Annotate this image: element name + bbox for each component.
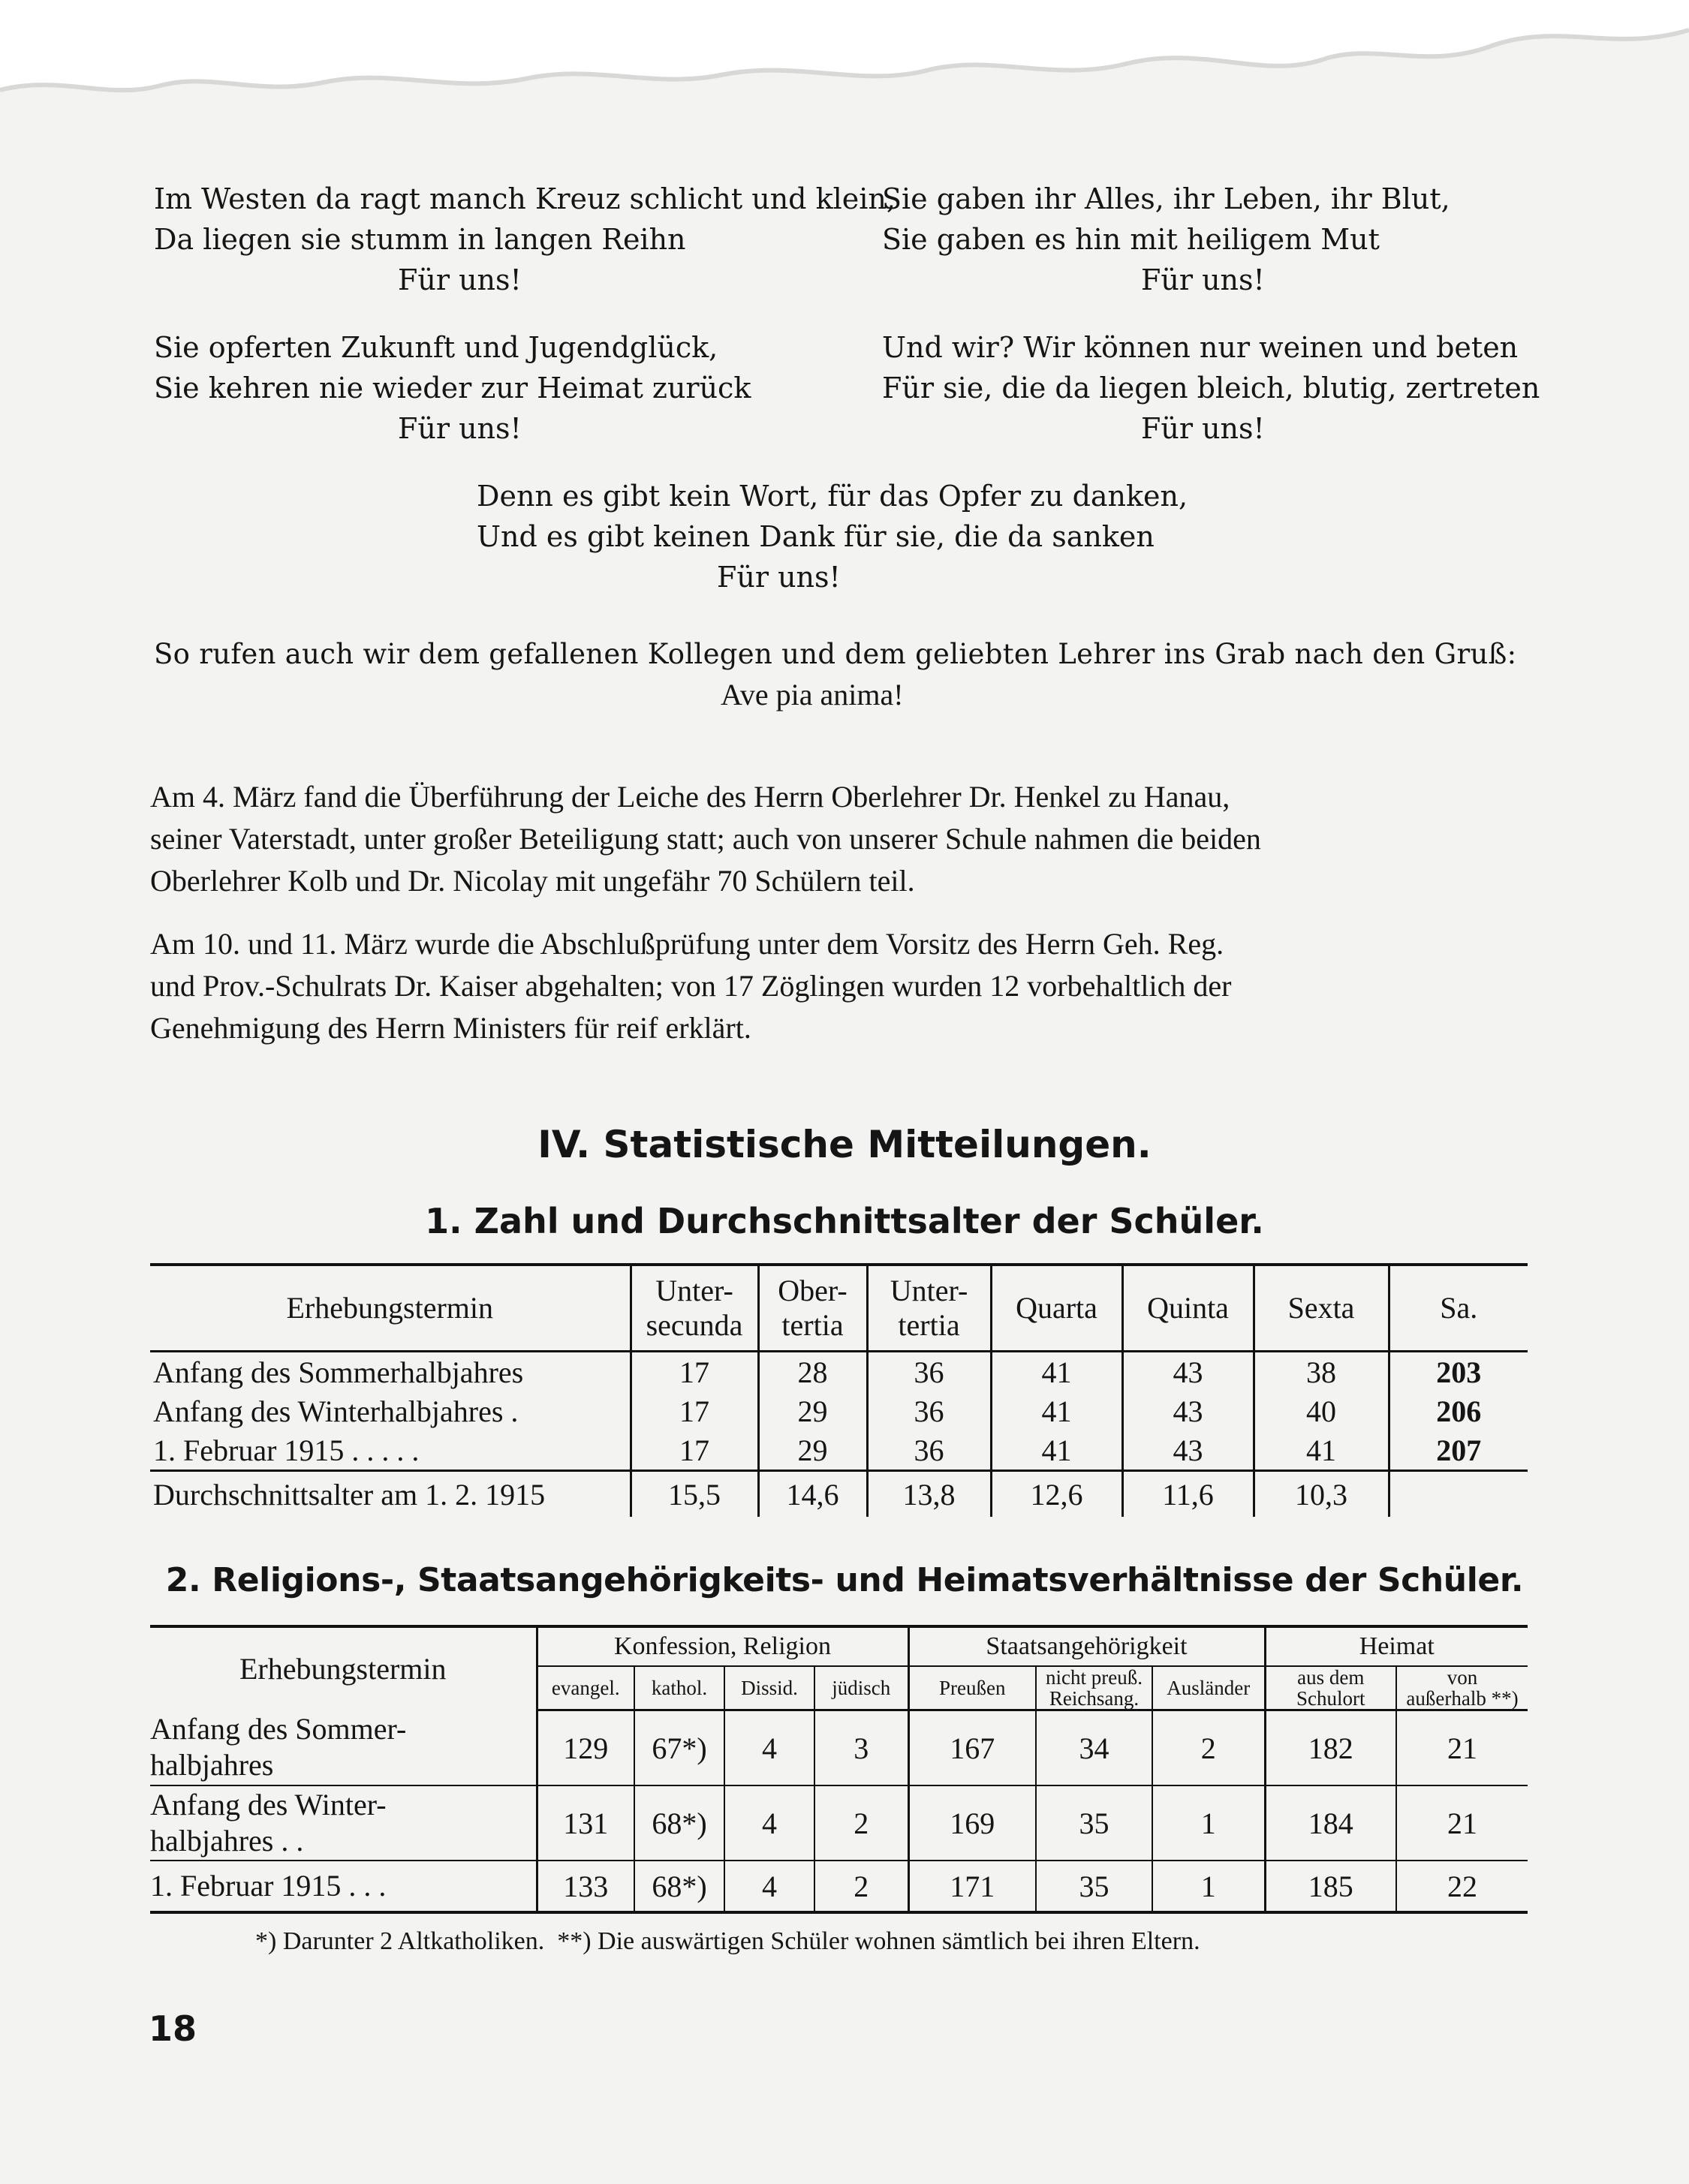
cell: 131 [537, 1785, 634, 1861]
poem-line: Sie opferten Zukunft und Jugendglück, [154, 331, 718, 364]
cell: 10,3 [1254, 1471, 1389, 1518]
subcol-header: Ausländer [1152, 1666, 1265, 1710]
row-label: Durchschnittsalter am 1. 2. 1915 [150, 1471, 631, 1518]
poem-line: Sie gaben es hin mit heiligem Mut [882, 223, 1380, 256]
paragraph-line: Am 4. März fand die Überführung der Leiche des Herrn Oberlehrer Dr. Henkel zu Hanau, [150, 780, 1230, 814]
col-header: Erhebungstermin [150, 1626, 537, 1710]
table-row [150, 1430, 1528, 1471]
poem-closing-latin: Ave pia anima! [721, 678, 904, 711]
cell: 2 [1152, 1710, 1265, 1786]
cell: 4 [724, 1861, 814, 1912]
subcol-header: aus dem Schulort [1265, 1666, 1396, 1710]
cell: 36 [867, 1352, 991, 1392]
cell: 38 [1254, 1352, 1389, 1392]
cell: 129 [537, 1710, 634, 1786]
cell [1389, 1471, 1528, 1518]
paragraph-line: Genehmigung des Herrn Ministers für reif erklärt. [150, 1011, 751, 1045]
subcol-header: von außerhalb **) [1396, 1666, 1528, 1710]
student-count-table [150, 1263, 1528, 1517]
col-header: Unter- secunda [631, 1265, 758, 1352]
cell: 35 [1036, 1785, 1152, 1861]
cell: 1 [1152, 1861, 1265, 1912]
poem-line: Und es gibt keinen Dank für sie, die da sanken [477, 520, 1155, 553]
cell: 34 [1036, 1710, 1152, 1786]
cell: 29 [758, 1430, 867, 1471]
subcol-header: kathol. [634, 1666, 724, 1710]
cell: 43 [1122, 1352, 1254, 1392]
poem-refrain: Für uns! [1141, 263, 1265, 296]
poem-left-stanza-2 [154, 327, 829, 449]
poem-line: Und wir? Wir können nur weinen und beten [882, 331, 1519, 364]
col-header: Erhebungstermin [150, 1265, 631, 1352]
col-header: Ober- tertia [758, 1265, 867, 1352]
poem-refrain: Für uns! [398, 412, 522, 445]
cell: 15,5 [631, 1471, 758, 1518]
poem-line: Denn es gibt kein Wort, für das Opfer zu danken, [477, 480, 1188, 513]
cell: 40 [1254, 1391, 1389, 1430]
paragraph-line: seiner Vaterstadt, unter großer Beteiligung statt; auch von unserer Schule nahmen die beiden [150, 822, 1261, 856]
table-row [150, 1391, 1528, 1430]
cell: 4 [724, 1710, 814, 1786]
cell: 17 [631, 1352, 758, 1392]
poem-line: Sie gaben ihr Alles, ihr Leben, ihr Blut, [882, 182, 1450, 215]
subcol-header: jüdisch [814, 1666, 908, 1710]
cell: 1 [1152, 1785, 1265, 1861]
poem-refrain: Für uns! [1141, 412, 1265, 445]
col-header: Sa. [1389, 1265, 1528, 1352]
torn-edge-decoration [0, 0, 1689, 113]
group-header: Konfession, Religion [537, 1626, 908, 1666]
cell: 206 [1389, 1391, 1528, 1430]
row-label: 1. Februar 1915 . . . [150, 1861, 537, 1912]
poem-right-stanza-1 [882, 179, 1558, 300]
poem-refrain: Für uns! [398, 263, 522, 296]
cell: 41 [1254, 1430, 1389, 1471]
poem-closing [154, 634, 1535, 715]
cell: 36 [867, 1430, 991, 1471]
cell: 43 [1122, 1430, 1254, 1471]
cell: 28 [758, 1352, 867, 1392]
group-header: Staatsangehörigkeit [908, 1626, 1265, 1666]
table-row [150, 1785, 1528, 1861]
row-label: Anfang des Winterhalbjahres . [153, 1394, 519, 1428]
cell: 17 [631, 1430, 758, 1471]
col-header: Unter- tertia [867, 1265, 991, 1352]
row-label: Anfang des Sommer- halbjahres [150, 1710, 537, 1786]
cell: 36 [867, 1391, 991, 1430]
cell: 43 [1122, 1391, 1254, 1430]
paragraph-transfer [150, 776, 1528, 902]
table2-title: 2. Religions-, Staatsangehörigkeits- und Heimatsverhältnisse der Schüler. [165, 1561, 1524, 1599]
cell: 41 [991, 1391, 1122, 1430]
table-row [150, 1861, 1528, 1912]
cell: 68*) [634, 1861, 724, 1912]
subcol-header: Dissid. [724, 1666, 814, 1710]
table-row [150, 1471, 1528, 1518]
cell: 182 [1265, 1710, 1396, 1786]
cell: 41 [991, 1352, 1122, 1392]
cell: 207 [1389, 1430, 1528, 1471]
cell: 133 [537, 1861, 634, 1912]
cell: 22 [1396, 1861, 1528, 1912]
group-header: Heimat [1265, 1626, 1528, 1666]
paragraph-line: Oberlehrer Kolb und Dr. Nicolay mit ungefähr 70 Schülern teil. [150, 864, 915, 898]
subcol-header: evangel. [537, 1666, 634, 1710]
paragraph-line: Am 10. und 11. März wurde die Abschlußprüfung unter dem Vorsitz des Herrn Geh. Reg. [150, 927, 1224, 961]
cell: 67*) [634, 1710, 724, 1786]
cell: 169 [908, 1785, 1036, 1861]
cell: 68*) [634, 1785, 724, 1861]
cell: 3 [814, 1710, 908, 1786]
table1-title: 1. Zahl und Durchschnittsalter der Schüler. [425, 1201, 1264, 1241]
cell: 21 [1396, 1710, 1528, 1786]
cell: 2 [814, 1861, 908, 1912]
col-header: Quarta [991, 1265, 1122, 1352]
cell: 14,6 [758, 1471, 867, 1518]
table-footnote: *) Darunter 2 Altkatholiken. **) Die auswärtigen Schüler wohnen sämtlich bei ihren Eltern. [255, 1927, 1200, 1955]
subcol-header: Preußen [908, 1666, 1036, 1710]
row-label: 1. Februar 1915 . . . . . [153, 1433, 420, 1467]
cell: 185 [1265, 1861, 1396, 1912]
cell: 13,8 [867, 1471, 991, 1518]
table-row [150, 1710, 1528, 1786]
cell: 29 [758, 1391, 867, 1430]
subcol-header: nicht preuß. Reichsang. [1036, 1666, 1152, 1710]
poem-line: Für sie, die da liegen bleich, blutig, zertreten [882, 372, 1540, 405]
cell: 167 [908, 1710, 1036, 1786]
cell: 11,6 [1122, 1471, 1254, 1518]
poem-refrain: Für uns! [717, 561, 841, 594]
cell: 4 [724, 1785, 814, 1861]
page-number: 18 [149, 2008, 197, 2049]
col-header: Sexta [1254, 1265, 1389, 1352]
row-label: Anfang des Sommerhalbjahres [153, 1355, 524, 1389]
table-row [150, 1352, 1528, 1392]
cell: 171 [908, 1861, 1036, 1912]
poem-closing-line: So rufen auch wir dem gefallenen Kollegen und dem geliebten Lehrer ins Grab nach den Gruß: [154, 638, 1517, 670]
cell: 184 [1265, 1785, 1396, 1861]
section-title: IV. Statistische Mitteilungen. [537, 1123, 1152, 1166]
cell: 21 [1396, 1785, 1528, 1861]
poem-line: Im Westen da ragt manch Kreuz schlicht und klein, [154, 182, 896, 215]
cell: 41 [991, 1430, 1122, 1471]
poem-line: Da liegen sie stumm in langen Reihn [154, 223, 686, 256]
row-label: Anfang des Winter- halbjahres . . [150, 1785, 537, 1861]
cell: 203 [1389, 1352, 1528, 1392]
poem-center-stanza [477, 476, 1227, 597]
paragraph-exam [150, 923, 1528, 1049]
col-header: Quinta [1122, 1265, 1254, 1352]
cell: 35 [1036, 1861, 1152, 1912]
religion-nationality-table [150, 1625, 1528, 1914]
paragraph-line: und Prov.-Schulrats Dr. Kaiser abgehalten; von 17 Zöglingen wurden 12 vorbehaltlich der [150, 969, 1232, 1003]
cell: 2 [814, 1785, 908, 1861]
poem-line: Sie kehren nie wieder zur Heimat zurück [154, 372, 751, 405]
poem-left-stanza-1 [154, 179, 896, 300]
poem-right-stanza-2 [882, 327, 1558, 449]
cell: 17 [631, 1391, 758, 1430]
cell: 12,6 [991, 1471, 1122, 1518]
